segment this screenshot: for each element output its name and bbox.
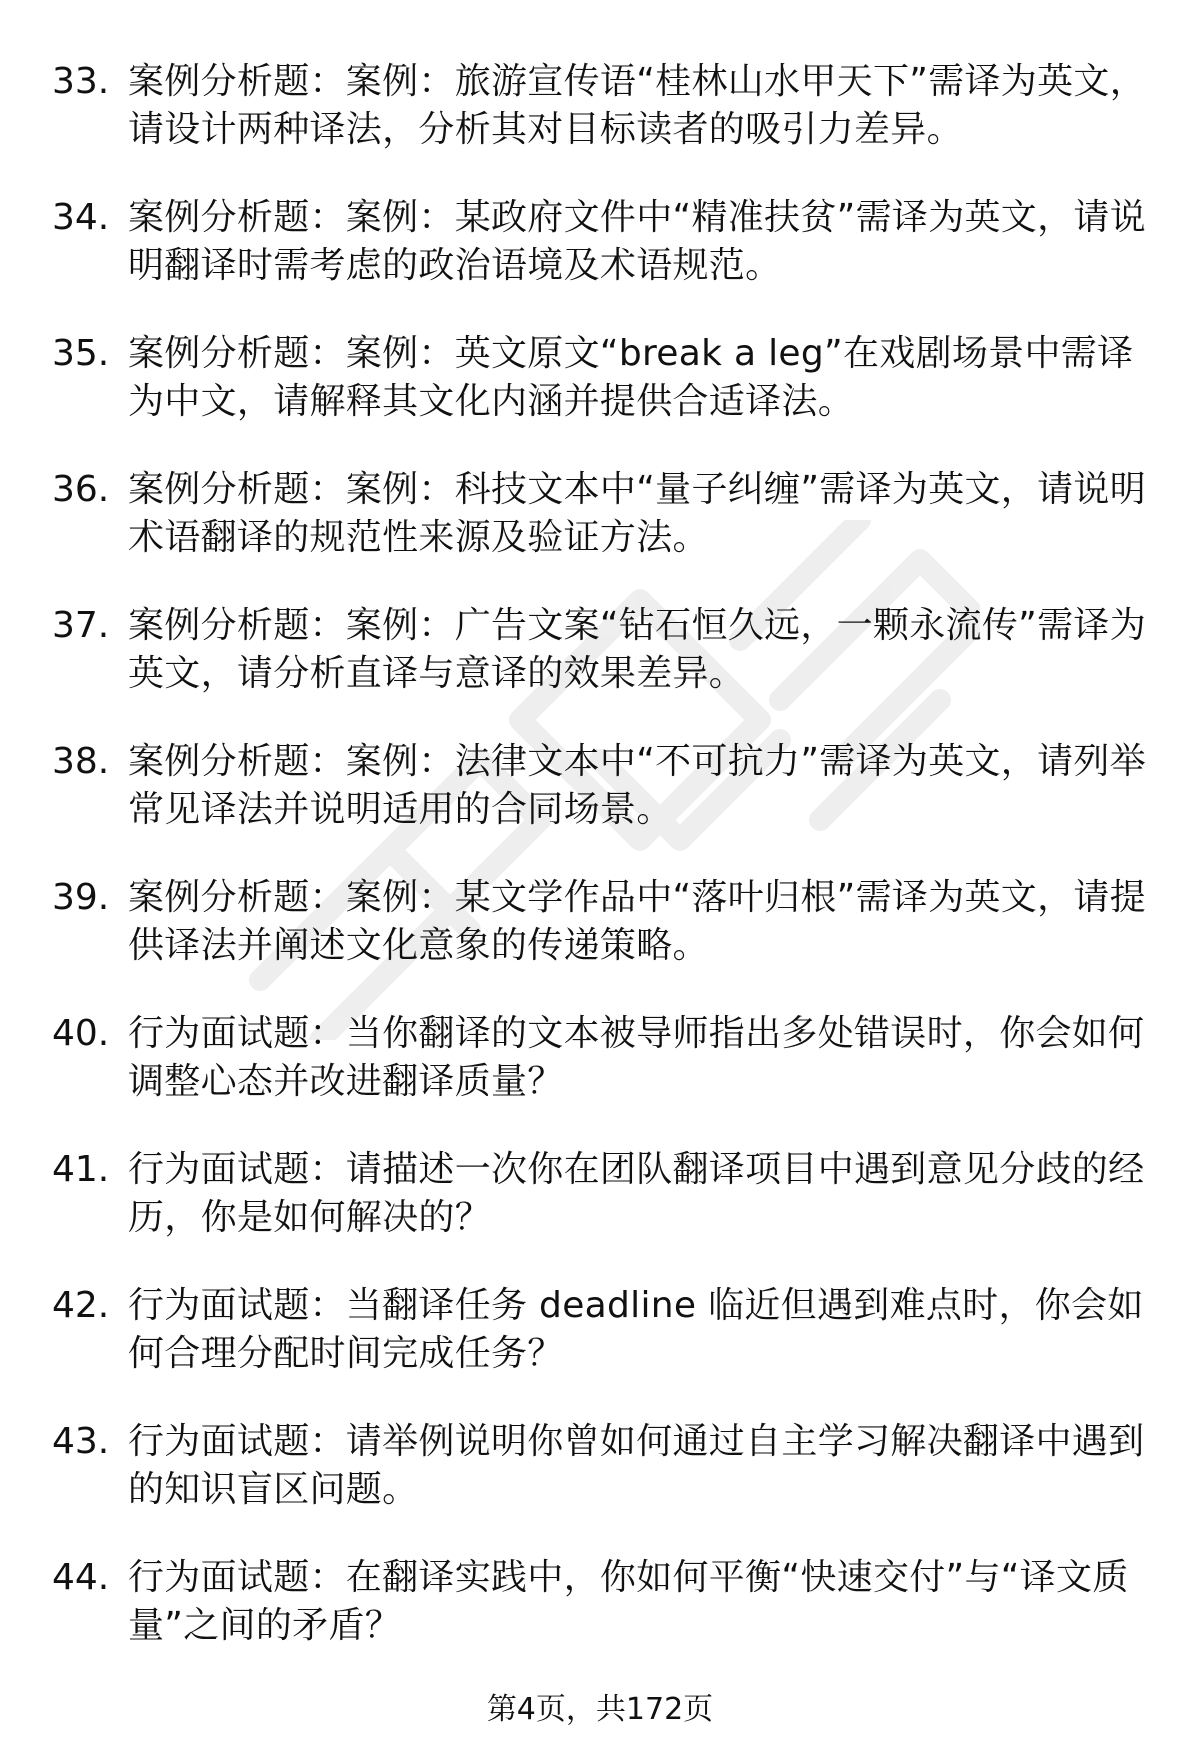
question-item <box>52 602 1152 698</box>
question-item <box>52 1554 1152 1650</box>
question-number: 39. <box>52 877 110 918</box>
question-item <box>52 1010 1152 1106</box>
question-item <box>52 874 1152 970</box>
question-text: 案例分析题：案例：某文学作品中“落叶归根”需译为英文，请提供译法并阐述文化意象的传递策略。 <box>128 877 1147 966</box>
question-text: 案例分析题：案例：某政府文件中“精准扶贫”需译为英文，请说明翻译时需考虑的政治语境及术语规范。 <box>128 197 1147 286</box>
question-number: 37. <box>52 605 110 646</box>
question-number: 40. <box>52 1013 110 1054</box>
question-text: 案例分析题：案例：英文原文“break a leg”在戏剧场景中需译为中文，请解释其文化内涵并提供合适译法。 <box>128 333 1134 422</box>
question-number: 44. <box>52 1557 110 1598</box>
question-text: 案例分析题：案例：科技文本中“量子纠缠”需译为英文，请说明术语翻译的规范性来源及验证方法。 <box>128 469 1147 558</box>
question-text: 行为面试题：请举例说明你曾如何通过自主学习解决翻译中遇到的知识盲区问题。 <box>128 1421 1145 1510</box>
question-text: 行为面试题：请描述一次你在团队翻译项目中遇到意见分歧的经历，你是如何解决的？ <box>128 1149 1145 1238</box>
question-text: 行为面试题：当翻译任务 deadline 临近但遇到难点时，你会如何合理分配时间完成任务？ <box>128 1285 1144 1374</box>
question-number: 42. <box>52 1285 110 1326</box>
question-item <box>52 58 1152 154</box>
question-text: 案例分析题：案例：法律文本中“不可抗力”需译为英文，请列举常见译法并说明适用的合同场景。 <box>128 741 1147 830</box>
question-item <box>52 330 1152 426</box>
page-number-footer: 第4页，共172页 <box>486 1692 714 1727</box>
question-number: 41. <box>52 1149 110 1190</box>
question-number: 33. <box>52 61 110 102</box>
question-number: 35. <box>52 333 110 374</box>
question-text: 案例分析题：案例：广告文案“钻石恒久远，一颗永流传”需译为英文，请分析直译与意译的效果差异。 <box>128 605 1147 694</box>
question-number: 34. <box>52 197 110 238</box>
question-text: 行为面试题：在翻译实践中，你如何平衡“快速交付”与“译文质量”之间的矛盾？ <box>128 1557 1129 1646</box>
question-item <box>52 466 1152 562</box>
question-number: 38. <box>52 741 110 782</box>
question-item <box>52 738 1152 834</box>
question-item <box>52 194 1152 290</box>
question-number: 36. <box>52 469 110 510</box>
question-text: 案例分析题：案例：旅游宣传语“桂林山水甲天下”需译为英文，请设计两种译法，分析其对目标读者的吸引力差异。 <box>128 61 1147 150</box>
question-item <box>52 1146 1152 1242</box>
question-text: 行为面试题：当你翻译的文本被导师指出多处错误时，你会如何调整心态并改进翻译质量？ <box>128 1013 1145 1102</box>
question-number: 43. <box>52 1421 110 1462</box>
question-item <box>52 1418 1152 1514</box>
question-item <box>52 1282 1152 1378</box>
question-list <box>52 58 1152 1690</box>
